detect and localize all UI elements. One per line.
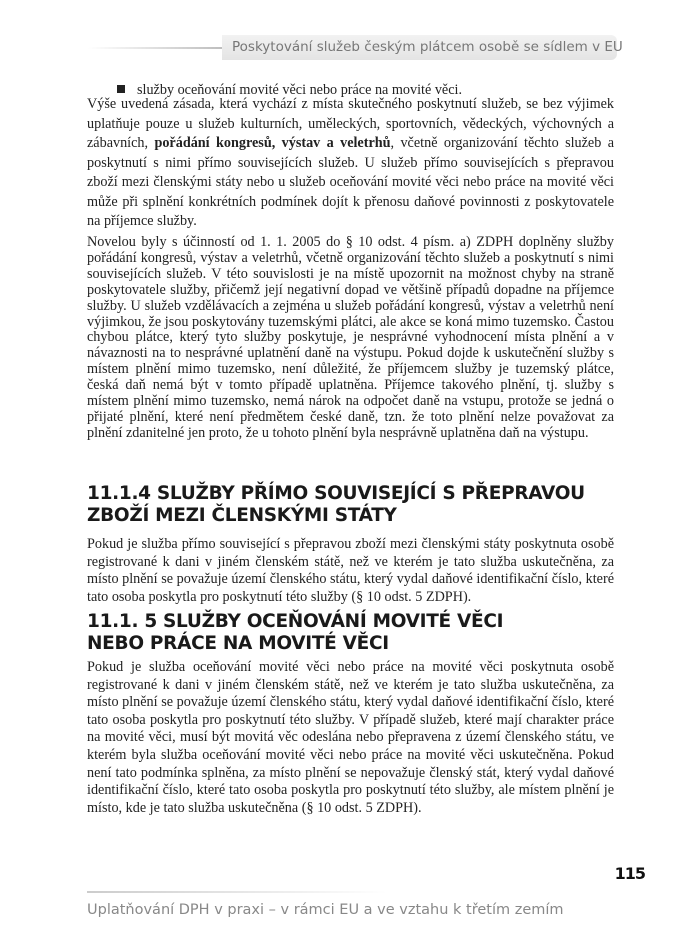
running-header: Poskytování služeb českým plátcem osobě se sídlem v EU [222,35,617,60]
footer-book-title: Uplatňování DPH v praxi – v rámci EU a ve vztahu k třetím zemím [87,902,564,918]
section-1-text [87,536,614,607]
paragraph-1 [87,95,614,232]
paragraph-text: Novelou byly s účinností od 1. 1. 2005 do § 10 odst. 4 písm. a) ZDPH doplněny služby pořádání kongresů, výstav a veletrhů, včetně organizování těchto služeb a poskytnutí s nimi souvisejících služeb. V této souvislosti je na místě upozornit na možnost chyby na straně poskytovatele služby, přičemž její negativní dopad ve většině případů dopadne na příjemce služby. U služeb vzdělávacích a zejména u služeb pořádání kongresů, výstav a veletrhů není výjimkou, že jsou poskytovány tuzemskými plátci, ale akce se koná mimo tuzemsko. Častou chybou plátce, který tyto služby poskytuje, je nesprávné vyhodnocení místa plnění a v návaznosti na to nesprávné uplatnění daně na výstupu. Pokud dojde k uskutečnění služby s místem plnění mimo tuzemsko, není důležité, že příjemcem služby je tuzemský plátce, česká daň nemá být v tomto případě uplatněna. Příjemce takového plnění, tj. služby s místem plnění mimo tuzemsko, nemá nárok na odpočet daně na vstupu, protože se jedná o přijaté plnění, které není předmětem české daně, tzn. že toto plnění nelze považovat za plnění zdanitelné jen proto, že u tohoto plnění byla nesprávně uplatněna daň na výstupu. [87,234,614,441]
paragraph-text: Pokud je služba oceňování movité věci nebo práce na movité věci poskytnuta osobě registrované k dani v jiném členském státě, než ve kterém je tato služba uskutečněna, za místo plnění se považuje území členského státu, který vydal daňové identifikační číslo, které tato osoba poskytla pro poskytnutí této služby. V případě služeb, které mají charakter práce na movité věci, musí být movitá věc odeslána nebo přepravena z území členského státu, ve kterém byla služba oceňování movité věci nebo práce na movité věci uskutečněna. Pokud není tato podmínka splněna, za místo plnění se nepovažuje členský stát, který vydal daňové identifikační číslo, které tato osoba poskytla pro poskytnutí této služby, ale místem plnění je místo, kde je tato služba uskutečněna (§ 10 odst. 5 ZDPH). [87,659,614,816]
paragraph-text: , včetně organizování těchto služeb a poskytnutí s nimi přímo souvisejících služeb. U služeb přímo souvisejících s přepravou zboží mezi členskými státy nebo u služeb oceňování movité věci nebo práce na movité věci může při splnění konkrétních podmínek dojít k přenosu daňové povinnosti z poskytovatele na příjemce služby. [87,135,614,229]
header-rule [88,47,228,49]
paragraph-2 [87,235,614,442]
section-heading-11-1-5: 11.1. 5 SLUŽBY OCEŇOVÁNÍ MOVITÉ VĚCI NEBO PRÁCE NA MOVITÉ VĚCI [87,611,504,654]
section-heading-11-1-4: 11.1.4 SLUŽBY PŘÍMO SOUVISEJÍCÍ S PŘEPRAVOU ZBOŽÍ MEZI ČLENSKÝMI STÁTY [87,483,585,526]
footer-rule [87,891,387,893]
paragraph-text: Výše uvedená zásada, která vychází z místa skutečného poskytnutí služeb, se bez výjimek uplatňuje pouze u služeb kulturních, uměleckých, sportovních, vědeckých, výchovných a zábavních, [87,96,614,151]
paragraph-text: Pokud je služba přímo související s přepravou zboží mezi členskými státy poskytnuta osobě registrované k dani v jiném členském státě, než ve kterém je tato služba uskutečněna, za místo plnění se považuje území členského státu, který vydal daňové identifikační číslo, které tato osoba poskytla pro poskytnutí této služby (§ 10 odst. 5 ZDPH). [87,536,614,606]
section-2-text [87,659,614,817]
square-bullet-icon [117,85,125,93]
bold-emphasis: pořádání kongresů, výstav a veletrhů [154,135,391,151]
page-number: 115 [614,864,645,883]
bullet-text: služby oceňování movité věci nebo práce na movité věci. [137,82,463,98]
